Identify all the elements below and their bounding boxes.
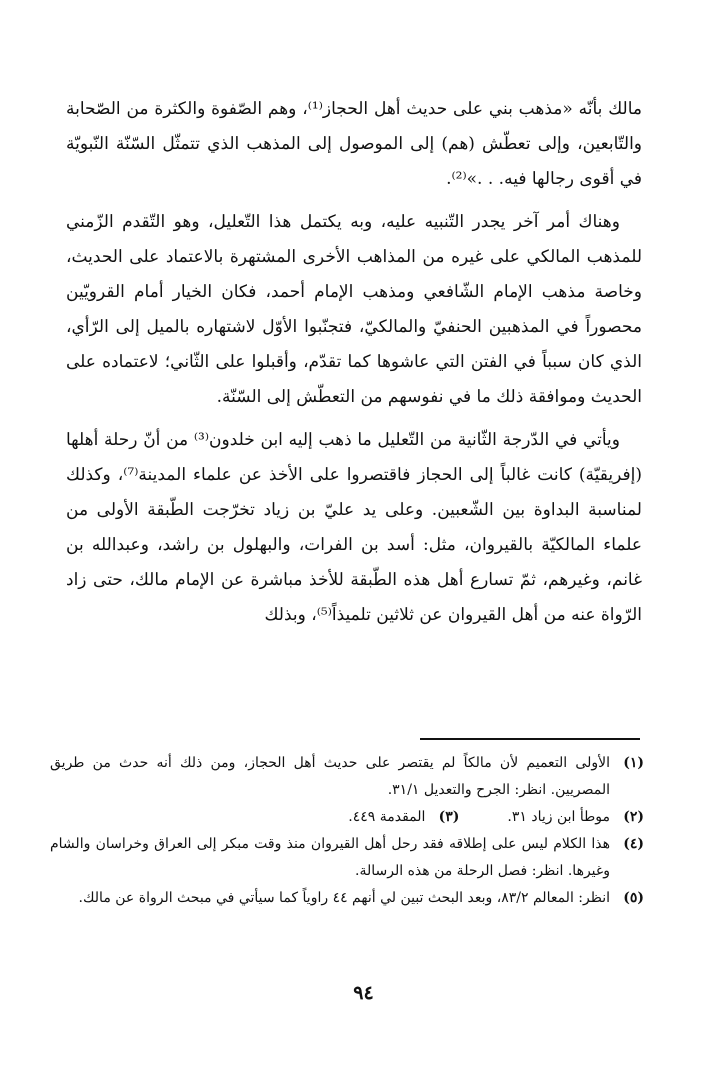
footnote-text: هذا الكلام ليس على إطلاقه فقد رحل أهل القيروان منذ وقت مبكر إلى العراق وخراسان والشام وغيرها. انظر: فصل الرحلة من هذه الرسالة. [50, 836, 610, 879]
paragraph-3: ويأتي في الدّرجة الثّانية من التّعليل ما ذهب إليه ابن خلدون⁽³⁾ من أنّ رحلة أهلها (إفريقيّة) كانت غالباً إلى الحجاز فاقتصروا على الأخذ عن علماء المدينة⁽⁷⁾، وكذلك لمناسبة البداوة بين الشّعبين. وعلى يد عليّ بن زياد تخرّجت الطّبقة الأولى من علماء المالكيّة بالقيروان، مثل: أسد بن الفرات، والبهلول بن راشد، وعبدالله بن غانم، وغيرهم، ثمّ تسارع أهل هذه الطّبقة للأخذ مباشرة عن الإمام مالك، حتى زاد الرّواة عنه من أهل القيروان عن ثلاثين تلميذاً⁽⁵⁾، وبذلك [66, 430, 642, 625]
page-number: ٩٤ [353, 982, 374, 1004]
footnote-text: الأولى التعميم لأن مالكاً لم يقتصر على حديث أهل الحجاز، ومن ذلك أنه حدث من طريق المصريين. انظر: الجرح والتعديل ٣١/١. [50, 755, 610, 798]
footnote-number: (٣) [438, 809, 460, 825]
footnote-1 [50, 750, 644, 804]
paragraph-2: وهناك أمر آخر يجدر التّنبيه عليه، وبه يكتمل هذا التّعليل، وهو التّقدم الزّمني للمذهب المالكي على غيره من المذاهب الأخرى المشتهرة بالاعتماد على الحديث، وخاصة مذهب الإمام الشّافعي ومذهب الإمام أحمد، فكان الخيار أمام القرويّين محصوراً في المذهبين الحنفيّ والمالكيّ، فتجنّبوا الأوّل لاشتهاره بالميل إلى الرّأي، الذي كان سبباً في الفتن التي عاشوها كما تقدّم، وأقبلوا على الثّاني؛ لاعتماده على الحديث وموافقة ذلك ما في نفوسهم من التعطّش إلى السّنّة. [66, 212, 642, 407]
footnote-2 [507, 804, 644, 831]
main-text [66, 92, 642, 633]
footnote-separator [420, 738, 640, 740]
footnote-number: (٥) [623, 890, 644, 906]
footnote-number: (٢) [623, 809, 644, 825]
footnote-text: المقدمة ٤٤٩. [348, 809, 426, 825]
paragraph-1: مالك بأنّه «مذهب بني على حديث أهل الحجاز⁽¹⁾، وهم الصّفوة والكثرة من الصّحابة والتّابعين، وإلى تعطّش (هم) إلى الموصول إلى المذهب الذي تتمثّل السّنّة النّبويّة في أقوى رجالها فيه. . .»⁽²⁾. [66, 99, 642, 189]
footnote-3 [348, 804, 459, 831]
footnote-pair-2-3 [50, 804, 644, 831]
footnote-text: انظر: المعالم ٨٣/٢، وبعد البحث تبين لي أنهم ٤٤ راوياً كما سيأتي في مبحث الرواة عن مالك. [78, 890, 610, 906]
footnote-5 [50, 885, 644, 912]
footnotes [50, 750, 644, 912]
footnote-text: موطأ ابن زياد ٣١. [507, 809, 610, 825]
footnote-4 [50, 831, 644, 885]
footnote-number: (٤) [623, 836, 644, 852]
footnote-number: (١) [623, 755, 644, 771]
